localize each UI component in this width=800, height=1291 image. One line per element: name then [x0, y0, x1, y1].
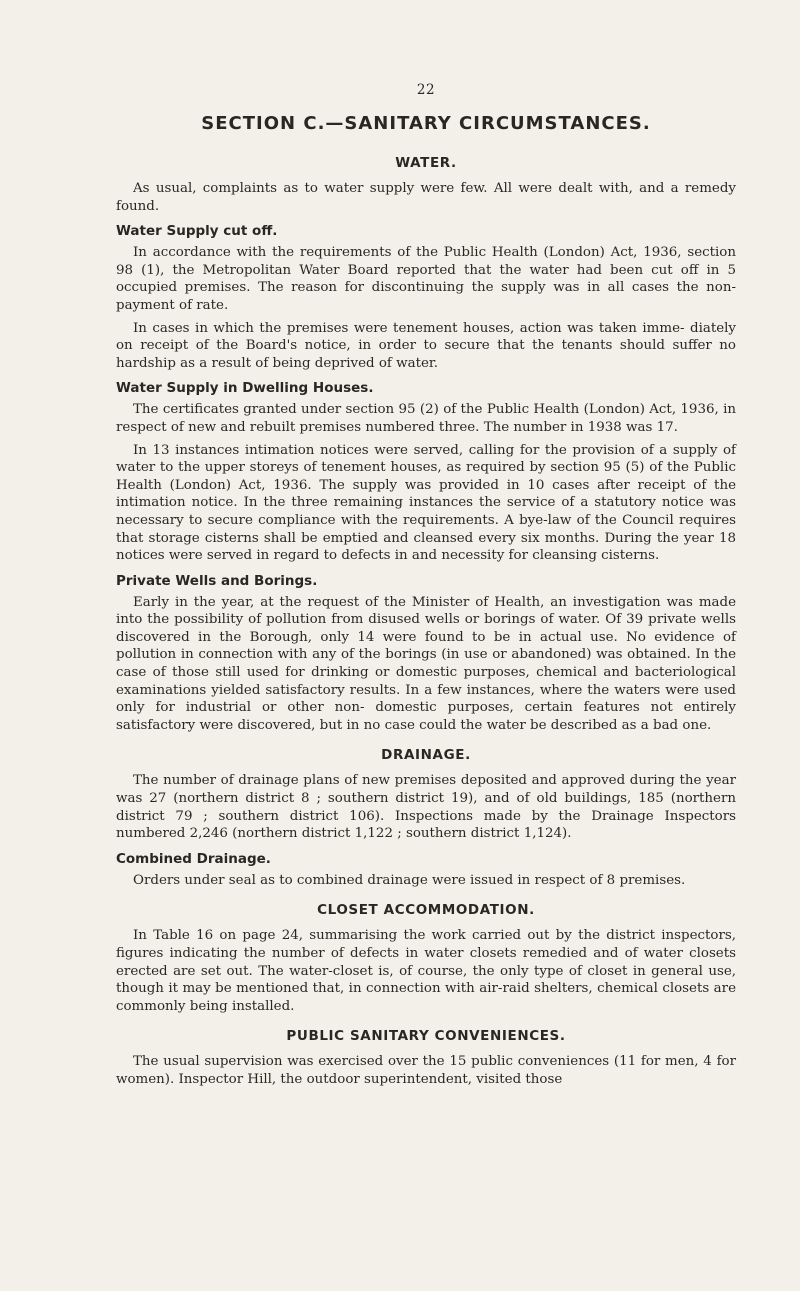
conveniences-heading: PUBLIC SANITARY CONVENIENCES. [286, 1028, 566, 1045]
wells-subheading: Private Wells and Borings. [116, 572, 318, 589]
drainage-heading: DRAINAGE. [381, 747, 471, 764]
page-number: 22 [416, 82, 436, 98]
water-heading: WATER. [395, 155, 457, 171]
wells-paragraph: Early in the year, at the request of the Minister of Health, an investigation was made into the possibility of pollution from disused wells or borings of water. Of 39 private wells discovered in the Borough, only 14 were found to be in actual use. No evidence of pollution in connection with any of the borings (in use or abandoned) was obtained. In the case of those still used for drinking or domestic purposes, chemical and bacteriological examinations yielded satisfactory results. In a few instances, where the waters were used only for industrial or other non- domestic purposes, certain features not entirely satisfactory were discovered, but in no case could the water be described as a bad one. [116, 594, 736, 733]
closet-heading: CLOSET ACCOMMODATION. [317, 902, 535, 919]
conveniences-paragraph: The usual supervision was exercised over the 15 public conveniences (11 for men, 4 for women). Inspector Hill, the outdoor superintendent, visited those [116, 1054, 736, 1087]
section-title: SECTION C.—SANITARY CIRCUMSTANCES. [201, 113, 651, 134]
water-intro-paragraph: As usual, complaints as to water supply were few. All were dealt with, and a remedy found. [116, 181, 736, 214]
combined-drainage-subheading: Combined Drainage. [116, 850, 271, 867]
water-cut-off-subheading: Water Supply cut off. [116, 223, 278, 240]
drainage-paragraph: The number of drainage plans of new premises deposited and approved during the year was 27 (northern district 8 ; southern district 19), and of old buildings, 185 (northern district 79 ; southern district 106). Inspections made by the Drainage Inspectors numbered 2,246 (northern district 1,122 ; southern district 1,124). [116, 773, 736, 842]
combined-drainage-paragraph: Orders under seal as to combined drainage were issued in respect of 8 premises. [133, 872, 686, 888]
closet-paragraph: In Table 16 on page 24, summarising the work carried out by the district inspectors, figures indicating the number of defects in water closets remedied and of water closets erected are set out. The water-closet is, of course, the only type of closet in general use, though it may be mentioned that, in connection with air-raid shelters, chemical closets are commonly being installed. [116, 928, 736, 1014]
water-cut-off-paragraph-1: In accordance with the requirements of the Public Health (London) Act, 1936, section 98 (1), the Metropolitan Water Board reported that the water had been cut off in 5 occupied premises. The reason for discontinuing the supply was in all cases the non-payment of rate. [116, 245, 736, 313]
water-cut-off-paragraph-2: In cases in which the premises were tenement houses, action was taken imme- diately on receipt of the Board's notice, in order to secure that the tenants should suffer no hardship as a result of being deprived of water. [116, 320, 736, 371]
water-dwelling-paragraph-1: The certificates granted under section 95 (2) of the Public Health (London) Act, 1936, in respect of new and rebuilt premises numbered three. The number in 1938 was 17. [116, 402, 736, 435]
water-dwelling-paragraph-2: In 13 instances intimation notices were served, calling for the provision of a supply of water to the upper storeys of tenement houses, as required by section 95 (5) of the Public Health (London) Act, 1936. The supply was provided in 10 cases after receipt of the intimation notice. In the three remaining instances the service of a statutory notice was necessary to secure compliance with the requirements. A bye-law of the Council requires that storage cisterns shall be emptied and cleansed every six months. During the year 18 notices were served in regard to defects in and necessity for cleansing cisterns. [116, 442, 736, 564]
water-dwelling-subheading: Water Supply in Dwelling Houses. [116, 380, 374, 397]
document-page [116, 82, 736, 1094]
